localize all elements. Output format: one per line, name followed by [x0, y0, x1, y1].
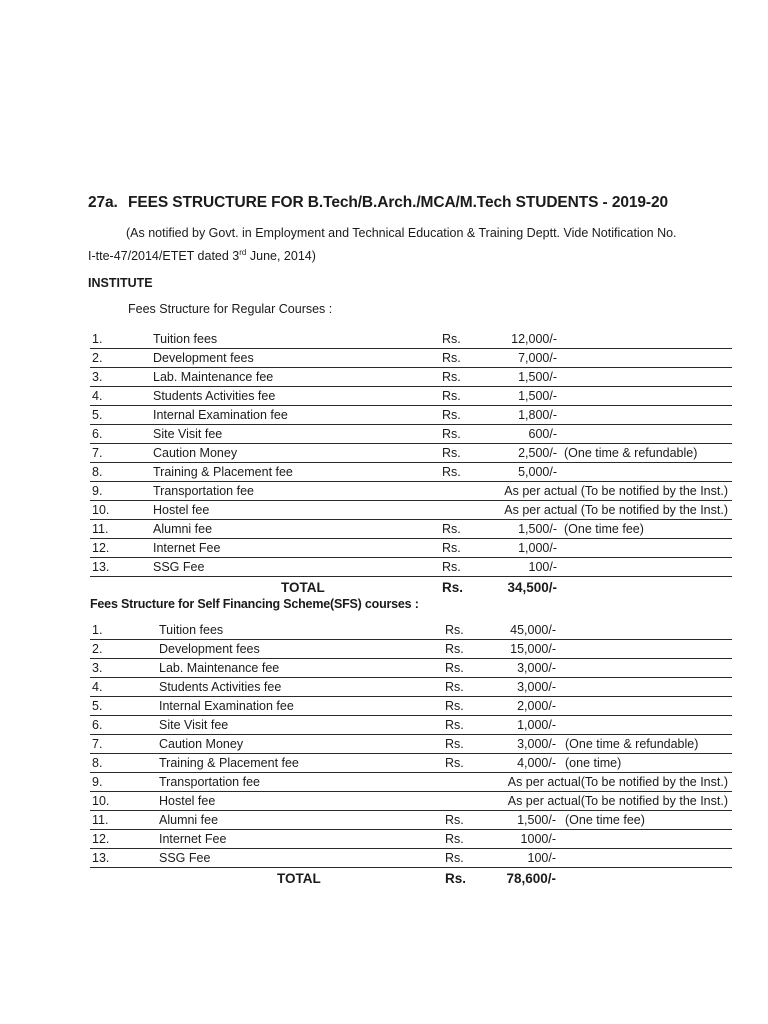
fee-row	[90, 368, 732, 387]
row-number: 2.	[92, 351, 103, 365]
fee-actual-note: As per actual (To be notified by the Inst.)	[504, 484, 728, 498]
notification-text	[88, 223, 738, 266]
section-title: FEES STRUCTURE FOR B.Tech/B.Arch./MCA/M.Tech STUDENTS - 2019-20	[128, 194, 669, 211]
currency-label: Rs.	[442, 427, 461, 441]
fee-actual-note: As per actual(To be notified by the Inst.)	[507, 794, 728, 808]
notification-line-2	[88, 243, 738, 266]
row-number: 3.	[92, 661, 103, 675]
fee-amount: 2,000/-	[517, 699, 556, 713]
row-number: 11.	[92, 813, 109, 827]
fee-row	[90, 539, 732, 558]
fee-note: (one time)	[565, 756, 622, 770]
notification-line-1: (As notified by Govt. in Employment and Technical Education & Training Deptt. Vide Notification No.	[126, 226, 677, 240]
fee-row	[90, 697, 732, 716]
row-number: 11.	[92, 522, 109, 536]
fee-amount: 7,000/-	[518, 351, 557, 365]
fee-row	[90, 811, 732, 830]
fee-row	[90, 640, 732, 659]
section-number: 27a.	[88, 194, 118, 211]
fee-name: Internet Fee	[159, 832, 227, 846]
row-number: 6.	[92, 718, 103, 732]
currency-label: Rs.	[442, 370, 461, 384]
row-number: 2.	[92, 642, 103, 656]
currency-label: Rs.	[445, 756, 464, 770]
fee-name: Hostel fee	[153, 503, 210, 517]
row-number: 9.	[92, 775, 103, 789]
row-number: 3.	[92, 370, 103, 384]
row-number: 9.	[92, 484, 103, 498]
currency-label: Rs.	[442, 560, 461, 574]
row-number: 8.	[92, 756, 103, 770]
fee-row	[90, 792, 732, 811]
currency-label: Rs.	[442, 332, 461, 346]
fee-amount: 1,500/-	[518, 370, 557, 384]
notification-date-superscript: rd	[239, 248, 247, 257]
fee-row	[90, 735, 732, 754]
row-number: 5.	[92, 408, 103, 422]
currency-label: Rs.	[445, 661, 464, 675]
fee-name: Hostel fee	[159, 794, 216, 808]
row-number: 4.	[92, 389, 103, 403]
total-label: TOTAL	[281, 580, 325, 595]
row-number: 10.	[92, 503, 110, 517]
currency-label: Rs.	[442, 465, 461, 479]
sfs-fees-table	[90, 621, 732, 888]
fee-name: Internal Examination fee	[159, 699, 294, 713]
fee-row	[90, 773, 732, 792]
fee-note: (One time fee)	[564, 522, 644, 536]
row-number: 8.	[92, 465, 103, 479]
row-number: 12.	[92, 541, 110, 555]
fee-row	[90, 406, 732, 425]
currency-label: Rs.	[442, 446, 461, 460]
notification-line-2-pre: I-tte-47/2014/ETET dated 3	[88, 249, 240, 264]
fee-row	[90, 330, 732, 349]
fee-row	[90, 558, 732, 577]
fee-amount: 2,500/-	[518, 446, 557, 460]
fee-amount: 1,500/-	[518, 522, 557, 536]
fee-name: Alumni fee	[153, 522, 213, 536]
total-currency: Rs.	[442, 580, 464, 595]
fee-amount: 1000/-	[520, 832, 556, 846]
currency-label: Rs.	[442, 408, 461, 422]
institute-label: INSTITUTE	[88, 276, 153, 290]
fee-amount: 1,000/-	[518, 541, 557, 555]
sfs-courses-heading: Fees Structure for Self Financing Scheme(SFS) courses :	[90, 597, 419, 611]
fee-row	[90, 463, 732, 482]
fee-amount: 1,500/-	[518, 389, 557, 403]
fee-name: SSG Fee	[153, 560, 205, 574]
currency-label: Rs.	[442, 541, 461, 555]
fee-name: Students Activities fee	[153, 389, 276, 403]
currency-label: Rs.	[445, 832, 464, 846]
fee-amount: 100/-	[527, 851, 556, 865]
total-amount: 78,600/-	[506, 871, 556, 886]
fee-note: (One time & refundable)	[564, 446, 698, 460]
fee-amount: 600/-	[528, 427, 557, 441]
fee-name: Alumni fee	[159, 813, 219, 827]
total-amount: 34,500/-	[507, 580, 557, 595]
fee-amount: 3,000/-	[517, 737, 556, 751]
fee-amount: 5,000/-	[518, 465, 557, 479]
currency-label: Rs.	[445, 699, 464, 713]
notification-line-2-post: June, 2014)	[246, 249, 316, 264]
fee-row	[90, 482, 732, 501]
fee-amount: 3,000/-	[517, 661, 556, 675]
fee-row	[90, 716, 732, 735]
regular-fees-table	[90, 330, 732, 597]
fee-actual-note: As per actual (To be notified by the Inst.)	[504, 503, 728, 517]
currency-label: Rs.	[445, 737, 464, 751]
fee-note: (One time fee)	[565, 813, 645, 827]
fee-name: Tuition fees	[159, 623, 224, 637]
currency-label: Rs.	[445, 718, 464, 732]
currency-label: Rs.	[445, 680, 464, 694]
fee-amount: 12,000/-	[511, 332, 557, 346]
fee-amount: 3,000/-	[517, 680, 556, 694]
fee-name: Transportation fee	[159, 775, 260, 789]
fee-name: Development fees	[159, 642, 260, 656]
row-number: 7.	[92, 737, 103, 751]
currency-label: Rs.	[442, 389, 461, 403]
fee-name: Lab. Maintenance fee	[159, 661, 280, 675]
total-row	[90, 868, 732, 888]
fee-amount: 100/-	[528, 560, 557, 574]
fee-name: Internet Fee	[153, 541, 221, 555]
total-row	[90, 577, 732, 597]
currency-label: Rs.	[445, 623, 464, 637]
fee-row	[90, 387, 732, 406]
row-number: 7.	[92, 446, 103, 460]
fee-amount: 4,000/-	[517, 756, 556, 770]
fee-row	[90, 501, 732, 520]
total-currency: Rs.	[445, 871, 467, 886]
fee-row	[90, 520, 732, 539]
currency-label: Rs.	[445, 851, 464, 865]
currency-label: Rs.	[445, 642, 464, 656]
fee-amount: 45,000/-	[510, 623, 556, 637]
fee-name: Development fees	[153, 351, 254, 365]
fee-row	[90, 349, 732, 368]
fee-row	[90, 621, 732, 640]
row-number: 13.	[92, 560, 110, 574]
fee-row	[90, 678, 732, 697]
row-number: 6.	[92, 427, 103, 441]
fee-name: Lab. Maintenance fee	[153, 370, 274, 384]
row-number: 1.	[92, 623, 103, 637]
row-number: 12.	[92, 832, 110, 846]
fee-name: Students Activities fee	[159, 680, 282, 694]
fee-amount: 1,800/-	[518, 408, 557, 422]
fee-amount: 1,500/-	[517, 813, 556, 827]
fee-amount: 1,000/-	[517, 718, 556, 732]
fee-name: Site Visit fee	[159, 718, 229, 732]
fee-row	[90, 659, 732, 678]
regular-courses-heading: Fees Structure for Regular Courses :	[128, 302, 333, 316]
fee-note: (One time & refundable)	[565, 737, 699, 751]
fee-name: Transportation fee	[153, 484, 254, 498]
row-number: 13.	[92, 851, 110, 865]
fee-name: Training & Placement fee	[159, 756, 299, 770]
section-heading	[88, 194, 668, 212]
fee-actual-note: As per actual(To be notified by the Inst.)	[507, 775, 728, 789]
fee-name: Tuition fees	[153, 332, 218, 346]
fee-row	[90, 830, 732, 849]
fee-row	[90, 444, 732, 463]
fee-row	[90, 425, 732, 444]
fee-name: Internal Examination fee	[153, 408, 288, 422]
row-number: 5.	[92, 699, 103, 713]
total-label: TOTAL	[277, 871, 321, 886]
fee-name: Caution Money	[159, 737, 244, 751]
fee-name: Training & Placement fee	[153, 465, 293, 479]
row-number: 4.	[92, 680, 103, 694]
fee-row	[90, 849, 732, 868]
fee-name: SSG Fee	[159, 851, 211, 865]
fee-name: Caution Money	[153, 446, 238, 460]
fee-name: Site Visit fee	[153, 427, 223, 441]
row-number: 1.	[92, 332, 103, 346]
row-number: 10.	[92, 794, 110, 808]
currency-label: Rs.	[442, 522, 461, 536]
fee-amount: 15,000/-	[510, 642, 556, 656]
currency-label: Rs.	[442, 351, 461, 365]
currency-label: Rs.	[445, 813, 464, 827]
fee-row	[90, 754, 732, 773]
